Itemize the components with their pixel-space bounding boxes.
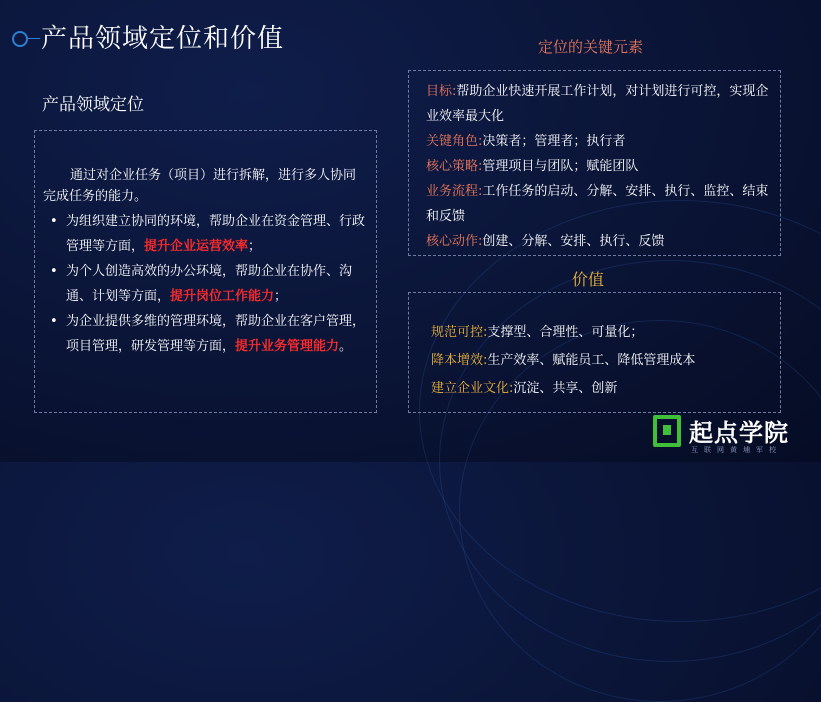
bullet-dot-icon: •	[50, 314, 58, 329]
key-element-row	[426, 179, 770, 229]
key-element-label: 关键角色:	[426, 134, 483, 149]
bullet-text: 为个人创造高效的办公环境，帮助企业在协作、沟通、计划等方面，	[66, 264, 353, 304]
value-label: 降本增效:	[431, 353, 488, 368]
positioning-bullet-list	[43, 209, 366, 359]
key-element-value: 工作任务的启动、分解、安排、执行、监控、结束和反馈	[426, 184, 769, 224]
value-label: 建立企业文化:	[431, 381, 514, 396]
logo-tagline: 互联网黄埔军校	[691, 446, 782, 454]
key-elements-box	[408, 70, 781, 256]
key-element-row	[426, 129, 770, 154]
key-element-value: 创建、分解、安排、执行、反馈	[482, 234, 665, 249]
bullet-end: 。	[339, 339, 353, 354]
bullet-dot-icon: •	[50, 214, 58, 229]
key-element-value: 决策者；管理者；执行者	[482, 134, 626, 149]
bullet-end: ；	[274, 289, 288, 304]
bullet-highlight: 提升企业运营效率	[144, 239, 249, 254]
key-element-row	[426, 154, 770, 179]
logo-name: 起点学院	[689, 419, 789, 447]
value-heading: 价值	[572, 270, 605, 289]
value-row	[431, 347, 770, 375]
value-box	[408, 292, 781, 413]
bullet-end: ；	[248, 239, 262, 254]
bullet-highlight: 提升岗位工作能力	[170, 289, 275, 304]
value-text: 支撑型、合理性、可量化；	[487, 325, 644, 340]
key-element-label: 核心策略:	[426, 159, 483, 174]
positioning-bullet	[43, 309, 366, 359]
positioning-subtitle: 产品领域定位	[42, 95, 144, 115]
key-element-label: 业务流程:	[426, 184, 483, 199]
positioning-box	[34, 130, 377, 413]
title-connector-line	[28, 38, 40, 39]
key-element-value: 帮助企业快速开展工作计划，对计划进行可控，实现企业效率最大化	[426, 84, 769, 124]
key-element-row	[426, 79, 770, 129]
bullet-highlight: 提升业务管理能力	[235, 339, 340, 354]
bullet-text: 为组织建立协同的环境，帮助企业在资金管理、行政管理等方面，	[66, 214, 366, 254]
value-text: 沉淀、共享、创新	[513, 381, 618, 396]
value-row	[431, 319, 770, 347]
bullet-dot-icon: •	[50, 264, 58, 279]
key-element-label: 目标:	[426, 84, 457, 99]
value-text: 生产效率、赋能员工、降低管理成本	[487, 353, 696, 368]
key-element-row	[426, 229, 770, 254]
value-row	[431, 375, 770, 403]
key-elements-heading: 定位的关键元素	[538, 38, 644, 56]
key-element-label: 核心动作:	[426, 234, 483, 249]
brand-logo	[651, 411, 811, 457]
bullet-text: 为企业提供多维的管理环境，帮助企业在客户管理，项目管理，研发管理等方面，	[66, 314, 366, 354]
logo-mark-icon	[653, 415, 681, 447]
page-title: 产品领域定位和价值	[41, 24, 285, 54]
positioning-bullet	[43, 259, 366, 309]
title-ring-icon	[12, 31, 28, 47]
positioning-intro: 通过对企业任务（项目）进行拆解，进行多人协同完成任务的能力。	[43, 168, 357, 204]
value-label: 规范可控:	[431, 325, 488, 340]
key-element-value: 管理项目与团队；赋能团队	[482, 159, 639, 174]
positioning-bullet	[43, 209, 366, 259]
